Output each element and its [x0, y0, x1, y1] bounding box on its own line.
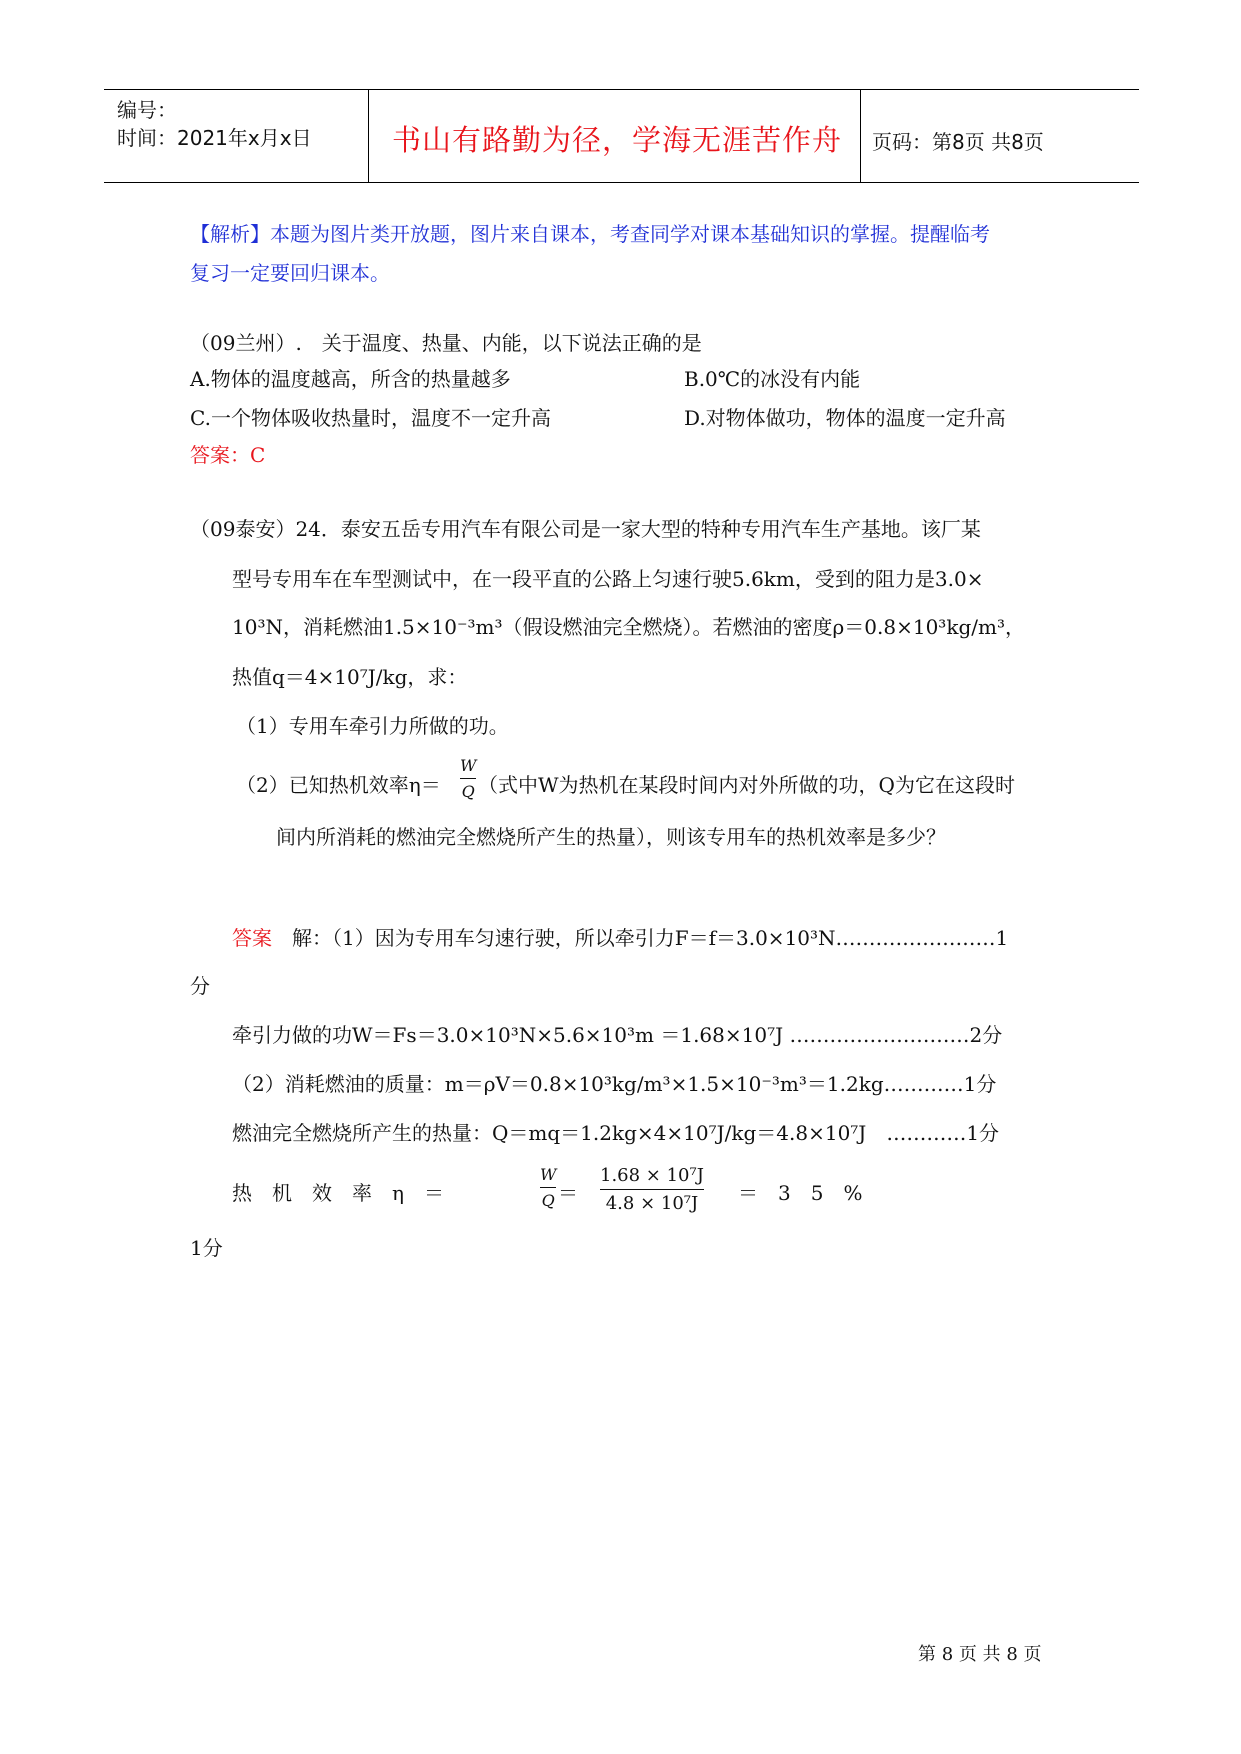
question2-efficiency-fraction — [460, 756, 476, 801]
solution-efficiency-label: 热 机 效 率 η ＝ — [232, 1181, 444, 1205]
solution-efficiency-result: ＝ 3 5 % — [738, 1181, 863, 1205]
header-bottom-rule — [104, 182, 1139, 183]
solution-line-1-cont: 分 — [190, 974, 210, 998]
question2-stem-line-3: 10³N，消耗燃油1.5×10⁻³m³（假设燃油完全燃烧）。若燃油的密度ρ＝0.8×10³kg/m³， — [232, 615, 1025, 639]
header-motto: 书山有路勤为径，学海无涯苦作舟 — [392, 123, 843, 157]
question2-stem-line-1: （09泰安）24．泰安五岳专用汽车有限公司是一家大型的特种专用汽车生产基地。该厂某 — [190, 517, 981, 541]
solution-efficiency-equals: ＝ — [558, 1181, 578, 1205]
header-divider-right — [860, 89, 861, 183]
question2-sub-2-after: （式中W为热机在某段时间内对外所做的功，Q为它在这段时 — [478, 773, 1015, 797]
solution-fraction-1-denominator: Q — [541, 1191, 555, 1210]
solution-fraction-values — [600, 1165, 704, 1214]
question2-fraction-bar — [460, 778, 476, 779]
solution-fraction-2-bar — [600, 1189, 704, 1190]
solution-last-line: 1分 — [190, 1236, 223, 1260]
solution-fraction-w-over-q — [540, 1165, 556, 1210]
solution-answer-label: 答案 — [232, 926, 272, 950]
analysis-line-2: 复习一定要回归课本。 — [190, 261, 390, 285]
header-time-label: 时间：2021年x月x日 — [117, 126, 312, 150]
question1-option-d: D.对物体做功，物体的温度一定升高 — [684, 406, 1006, 430]
question2-sub-1: （1）专用车牵引力所做的功。 — [236, 714, 509, 738]
question1-option-a: A.物体的温度越高，所含的热量越多 — [190, 367, 511, 391]
analysis-line-1 — [190, 224, 990, 244]
analysis-text-1: 本题为图片类开放题，图片来自课本，考查同学对课本基础知识的掌握。提醒临考 — [270, 222, 990, 246]
solution-line-2: 牵引力做的功W＝Fs＝3.0×10³N×5.6×10³m ＝1.68×10⁷J ………………………2分 — [232, 1023, 1003, 1047]
question2-fraction-numerator: W — [460, 756, 477, 775]
question2-fraction-denominator: Q — [461, 782, 475, 801]
solution-line-3: （2）消耗燃油的质量：m＝ρV＝0.8×10³kg/m³×1.5×10⁻³m³＝1.2kg…………1分 — [232, 1072, 997, 1096]
footer-page-number: 第 8 页 共 8 页 — [918, 1644, 1042, 1665]
question2-stem-line-4: 热值q＝4×10⁷J/kg，求： — [232, 665, 468, 689]
solution-fraction-1-bar — [540, 1187, 556, 1188]
header-page-label: 页码：第8页 共8页 — [872, 130, 1044, 154]
solution-fraction-2-denominator: 4.8 × 10⁷J — [605, 1193, 699, 1214]
analysis-tag: 【解析】 — [190, 222, 270, 246]
question2-stem-line-2: 型号专用车在车型测试中，在一段平直的公路上匀速行驶5.6km，受到的阻力是3.0× — [232, 567, 984, 591]
question1-option-b: B.0℃的冰没有内能 — [684, 367, 861, 391]
question2-sub-2-line-2: 间内所消耗的燃油完全燃烧所产生的热量），则该专用车的热机效率是多少？ — [276, 825, 946, 849]
solution-fraction-1-numerator: W — [540, 1165, 557, 1184]
header-number-label: 编号： — [117, 98, 177, 122]
header-divider-left — [368, 89, 369, 183]
solution-fraction-2-numerator: 1.68 × 10⁷J — [600, 1165, 704, 1186]
solution-line-4: 燃油完全燃烧所产生的热量：Q＝mq＝1.2kg×4×10⁷J/kg＝4.8×10⁷J …………1分 — [232, 1121, 1000, 1145]
question1-option-c: C.一个物体吸收热量时，温度不一定升高 — [190, 406, 551, 430]
question1-stem: （09兰州）. 关于温度、热量、内能，以下说法正确的是 — [190, 331, 702, 355]
question1-answer: 答案：C — [190, 443, 266, 467]
header-top-rule — [104, 89, 1139, 90]
solution-line-1 — [232, 928, 1008, 948]
solution-text-1: 解：（1）因为专用车匀速行驶，所以牵引力F＝f＝3.0×10³N……………………1 — [292, 926, 1009, 950]
question2-sub-2-before: （2）已知热机效率η＝ — [236, 773, 441, 797]
